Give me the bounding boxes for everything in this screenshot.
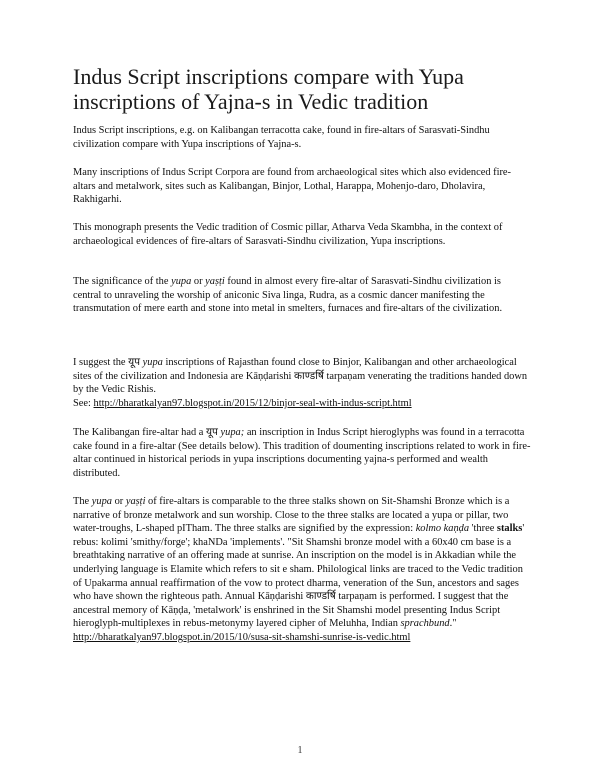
term-yupa: yupa <box>171 276 192 287</box>
term-stalks: stalks <box>496 523 523 535</box>
paragraph-sit-shamshi <box>73 495 531 645</box>
devanagari-kandarishi: काण्डर्षि <box>294 370 324 382</box>
devanagari-yupa: यूप <box>128 357 141 368</box>
text-run: The Kalibangan fire-altar had a <box>73 427 206 438</box>
see-label: See: <box>73 397 94 409</box>
paragraph-intro: Indus Script inscriptions, e.g. on Kalibangan terracotta cake, found in fire-altars of Sarasvati-Sindhu civilization compare with Yupa inscriptions of Yajna-s. <box>73 125 490 150</box>
text-run: found in almost every fire-altar of Sarasvati-Sindhu civilization is central to unraveling the worship of aniconic Siva linga, Rudra, as a cosmic dancer manifesting the transmutation of mere earth and stone into metal in smelters, furnaces and fire-altars of the civilization. <box>73 276 503 315</box>
text-run: tarpaṇam is performed. I suggest that the ancestral memory of Kāṇḍa, 'metalwork' is enshrined in the Sit Shamshi model presenting Indus Script hieroglyph-multiplexes in rebus-metonymy layered cipher of Meluhha, Indian <box>73 591 509 630</box>
sit-shamshi-link[interactable]: http://bharatkalyan97.blogspot.in/2015/10/susa-sit-shamshi-sunrise-is-vedic.html <box>73 631 411 643</box>
term-sprachbund: sprachbund <box>400 618 450 630</box>
text-run: or <box>191 276 206 287</box>
text-run: or <box>111 496 126 507</box>
text-run: ." <box>449 618 457 630</box>
paragraph-significance <box>73 275 531 316</box>
term-yupa: yupa; <box>220 427 245 438</box>
text-run: I suggest the <box>73 357 129 368</box>
text-run: 'three <box>469 523 497 535</box>
document-title: Indus Script inscriptions compare with Yupa inscriptions of Yajna-s in Vedic tradition <box>73 64 464 114</box>
paragraph-kalibangan <box>73 426 531 480</box>
text-run: of fire-altars is comparable to the three stalks shown on Sit-Shamshi Bronze which is a narrative of bronze metalwork and sun worship. Close to the three stalks are located a yupa or pillar, two water-troughs, L-shaped pITham. The three stalks are signified by the expression: <box>73 496 510 535</box>
paragraph-suggestion <box>73 356 531 410</box>
term-yupa: yupa <box>91 496 112 507</box>
text-run: tarpaṇam venerating the traditions handed down by the Vedic Rishis. <box>73 370 528 396</box>
binjor-seal-link[interactable]: http://bharatkalyan97.blogspot.in/2015/12/binjor-seal-with-indus-script.html <box>93 397 412 409</box>
term-yupa: yupa <box>142 357 163 368</box>
page-number: 1 <box>297 745 303 756</box>
text-run: inscriptions of Rajasthan found close to Binjor, Kalibangan and other archaeological sites of the civilization and Indonesia are Kāṇḍarishi <box>73 357 517 382</box>
term-kolmo-kanda: kolmo kaṇḍa <box>415 523 470 535</box>
devanagari-kandarishi: काण्डर्षि <box>305 591 336 603</box>
paragraph-sites: Many inscriptions of Indus Script Corpora are found from archaeological sites which also evidenced fire-altars and metalwork, sites such as Kalibangan, Binjor, Lothal, Harappa, Mohenjo-daro, Dholavira, Rakhigarhi. <box>73 167 512 206</box>
devanagari-yupa: यूप <box>206 427 218 438</box>
term-yasti: yaṣṭi <box>125 496 146 507</box>
paragraph-monograph: This monograph presents the Vedic tradition of Cosmic pillar, Atharva Veda Skambha, in the context of archaeological evidences of fire-altars of Sarasvati-Sindhu civilization, Yupa inscriptions. <box>73 222 503 247</box>
text-run: an inscription in Indus Script hieroglyphs was found in a terracotta cake found in a fire-altar (See details below). This tradition of doumenting inscriptions related to work in fire-altar continued in historical periods in yupa inscriptions documenting yajna-s performed and wealth distributed. <box>73 427 531 479</box>
term-yasti: yaṣṭi <box>205 276 225 287</box>
text-run: The significance of the <box>73 276 172 287</box>
text-run: The <box>73 496 92 507</box>
text-run: ' rebus: kolimi 'smithy/forge'; khaNDa 'implements'. "Sit Shamshi bronze model with a 60x40 cm base is a breathtaking narrative of an offering made at sunrise. An inscription on the model is in Akkadian while the underlying language is Elamite which refers to sit e sham. Philological links are traced to the Vedic tradition of Upakarma annual reaffirmation of the vow to protect dharma, veneration of the Sun, ancestors and sages who have shown the righteous path. Annual Kāṇḍarishi <box>73 523 525 603</box>
